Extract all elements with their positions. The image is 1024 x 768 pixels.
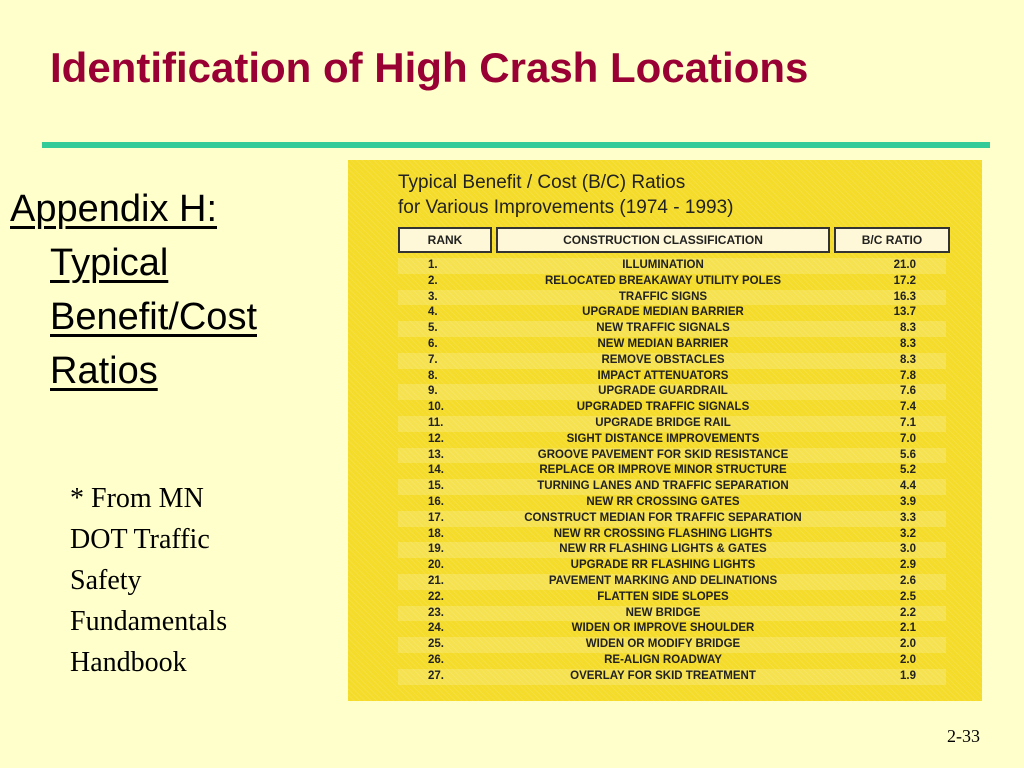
ratio-cell: 13.7	[893, 306, 916, 319]
ratio-cell: 4.4	[900, 480, 916, 493]
classification-cell: REMOVE OBSTACLES	[601, 353, 725, 366]
classification-cell: NEW BRIDGE	[625, 606, 701, 619]
classification-cell: GROOVE PAVEMENT FOR SKID RESISTANCE	[537, 448, 789, 461]
rank-cell: 5.	[428, 322, 438, 335]
classification-cell: IMPACT ATTENUATORS	[597, 369, 729, 382]
table-row	[398, 574, 946, 590]
ratio-cell: 2.6	[900, 574, 916, 587]
ratio-cell: 7.4	[900, 401, 916, 414]
table-row	[398, 653, 946, 669]
source-line-4: Fundamentals	[70, 606, 228, 637]
classification-cell: UPGRADED TRAFFIC SIGNALS	[576, 401, 750, 414]
table-row	[398, 321, 946, 337]
ratio-cell: 2.2	[900, 606, 916, 619]
rank-cell: 4.	[428, 306, 438, 319]
ratio-cell: 7.6	[900, 385, 916, 398]
ratio-cell: 7.8	[900, 369, 916, 382]
table-row	[398, 400, 946, 416]
appendix-heading	[10, 182, 330, 398]
rank-cell: 23.	[428, 606, 444, 619]
table-row	[398, 353, 946, 369]
classification-cell: RE-ALIGN ROADWAY	[604, 653, 722, 666]
rank-cell: 12.	[428, 432, 444, 445]
heading-line-2: Typical	[50, 242, 169, 284]
rank-cell: 19.	[428, 543, 444, 556]
classification-cell: RELOCATED BREAKAWAY UTILITY POLES	[545, 274, 781, 287]
rank-cell: 20.	[428, 559, 444, 572]
source-line-3: Safety	[70, 565, 142, 596]
table-row	[398, 558, 946, 574]
table-row	[398, 463, 946, 479]
rank-cell: 21.	[428, 574, 444, 587]
rank-cell: 3.	[428, 290, 438, 303]
ratio-cell: 8.3	[900, 322, 916, 335]
rank-cell: 25.	[428, 638, 444, 651]
rank-cell: 7.	[428, 353, 438, 366]
classification-cell: PAVEMENT MARKING AND DELINATIONS	[548, 574, 778, 587]
ratio-cell: 16.3	[893, 290, 916, 303]
classification-cell: UPGRADE BRIDGE RAIL	[595, 416, 731, 429]
heading-line-1: Appendix H:	[10, 188, 218, 230]
rank-cell: 26.	[428, 653, 444, 666]
table-row	[398, 527, 946, 543]
table-row	[398, 369, 946, 385]
table-row	[398, 448, 946, 464]
classification-cell: UPGRADE MEDIAN BARRIER	[582, 306, 744, 319]
ratio-cell: 7.0	[900, 432, 916, 445]
source-line-2: DOT Traffic	[70, 524, 210, 555]
rank-cell: 6.	[428, 337, 438, 350]
rank-cell: 22.	[428, 590, 444, 603]
rank-cell: 27.	[428, 669, 444, 682]
page-number: 2-33	[947, 726, 980, 746]
ratio-cell: 5.6	[900, 448, 916, 461]
table-title-line-2: for Various Improvements (1974 - 1993)	[398, 197, 734, 218]
table-row	[398, 511, 946, 527]
ratio-cell: 1.9	[900, 669, 916, 682]
source-line-1: * From MN	[70, 483, 204, 514]
source-line-5: Handbook	[70, 647, 187, 678]
table-row	[398, 637, 946, 653]
ratio-cell: 2.9	[900, 559, 916, 572]
header-bc-ratio: B/C RATIO	[834, 227, 950, 253]
ratio-cell: 7.1	[900, 416, 916, 429]
table-row	[398, 416, 946, 432]
table-title-line-1: Typical Benefit / Cost (B/C) Ratios	[398, 172, 686, 193]
ratio-cell: 3.2	[900, 527, 916, 540]
table-row	[398, 669, 946, 685]
ratio-cell: 21.0	[893, 259, 916, 271]
table-row	[398, 337, 946, 353]
classification-cell: NEW TRAFFIC SIGNALS	[596, 322, 730, 335]
rank-cell: 13.	[428, 448, 444, 461]
ratio-cell: 3.9	[900, 495, 916, 508]
ratio-cell: 8.3	[900, 337, 916, 350]
rank-cell: 1.	[428, 259, 438, 271]
rank-cell: 11.	[428, 416, 444, 429]
classification-cell: NEW RR CROSSING FLASHING LIGHTS	[553, 527, 773, 540]
classification-cell: REPLACE OR IMPROVE MINOR STRUCTURE	[539, 464, 787, 477]
ratio-cell: 2.0	[900, 638, 916, 651]
ratio-cell: 17.2	[893, 274, 916, 287]
heading-line-3: Benefit/Cost	[50, 296, 257, 338]
ratio-cell: 2.5	[900, 590, 916, 603]
classification-cell: UPGRADE RR FLASHING LIGHTS	[570, 559, 756, 572]
table-row	[398, 290, 946, 306]
title-divider	[42, 142, 990, 148]
bc-ratio-table-image	[348, 160, 982, 701]
classification-cell: FLATTEN SIDE SLOPES	[597, 590, 729, 603]
ratio-cell: 8.3	[900, 353, 916, 366]
rank-cell: 8.	[428, 369, 438, 382]
ratio-cell: 3.0	[900, 543, 916, 556]
classification-cell: CONSTRUCT MEDIAN FOR TRAFFIC SEPARATION	[524, 511, 802, 524]
classification-cell: SIGHT DISTANCE IMPROVEMENTS	[566, 432, 760, 445]
table-title	[398, 170, 733, 220]
classification-cell: NEW RR FLASHING LIGHTS & GATES	[559, 543, 767, 556]
classification-cell: NEW RR CROSSING GATES	[586, 495, 740, 508]
classification-cell: NEW MEDIAN BARRIER	[597, 337, 729, 350]
rank-cell: 9.	[428, 385, 438, 398]
source-note	[70, 478, 310, 683]
rank-cell: 15.	[428, 480, 444, 493]
table-row	[398, 274, 946, 290]
rank-cell: 24.	[428, 622, 444, 635]
classification-cell: TURNING LANES AND TRAFFIC SEPARATION	[537, 480, 789, 493]
ratio-cell: 2.1	[900, 622, 916, 635]
rank-cell: 18.	[428, 527, 444, 540]
table-row	[398, 258, 946, 274]
rank-cell: 16.	[428, 495, 444, 508]
table-row	[398, 621, 946, 637]
table-row	[398, 384, 946, 400]
classification-cell: WIDEN OR MODIFY BRIDGE	[585, 638, 741, 651]
table-row	[398, 542, 946, 558]
classification-cell: WIDEN OR IMPROVE SHOULDER	[571, 622, 755, 635]
heading-line-4: Ratios	[50, 350, 158, 392]
classification-cell: TRAFFIC SIGNS	[618, 290, 708, 303]
rank-cell: 14.	[428, 464, 444, 477]
slide-title: Identification of High Crash Locations	[50, 44, 809, 91]
table-row	[398, 590, 946, 606]
table-row	[398, 479, 946, 495]
rank-cell: 17.	[428, 511, 444, 524]
rank-cell: 2.	[428, 274, 438, 287]
classification-cell: OVERLAY FOR SKID TREATMENT	[570, 669, 756, 682]
table-row	[398, 432, 946, 448]
header-rank: RANK	[398, 227, 492, 253]
ratio-cell: 5.2	[900, 464, 916, 477]
ratio-cell: 3.3	[900, 511, 916, 524]
table-row	[398, 495, 946, 511]
header-classification: CONSTRUCTION CLASSIFICATION	[496, 227, 830, 253]
classification-cell: UPGRADE GUARDRAIL	[598, 385, 728, 398]
ratio-cell: 2.0	[900, 653, 916, 666]
table-body	[398, 258, 946, 685]
table-row	[398, 606, 946, 622]
rank-cell: 10.	[428, 401, 444, 414]
table-row	[398, 305, 946, 321]
classification-cell: ILLUMINATION	[622, 259, 704, 271]
